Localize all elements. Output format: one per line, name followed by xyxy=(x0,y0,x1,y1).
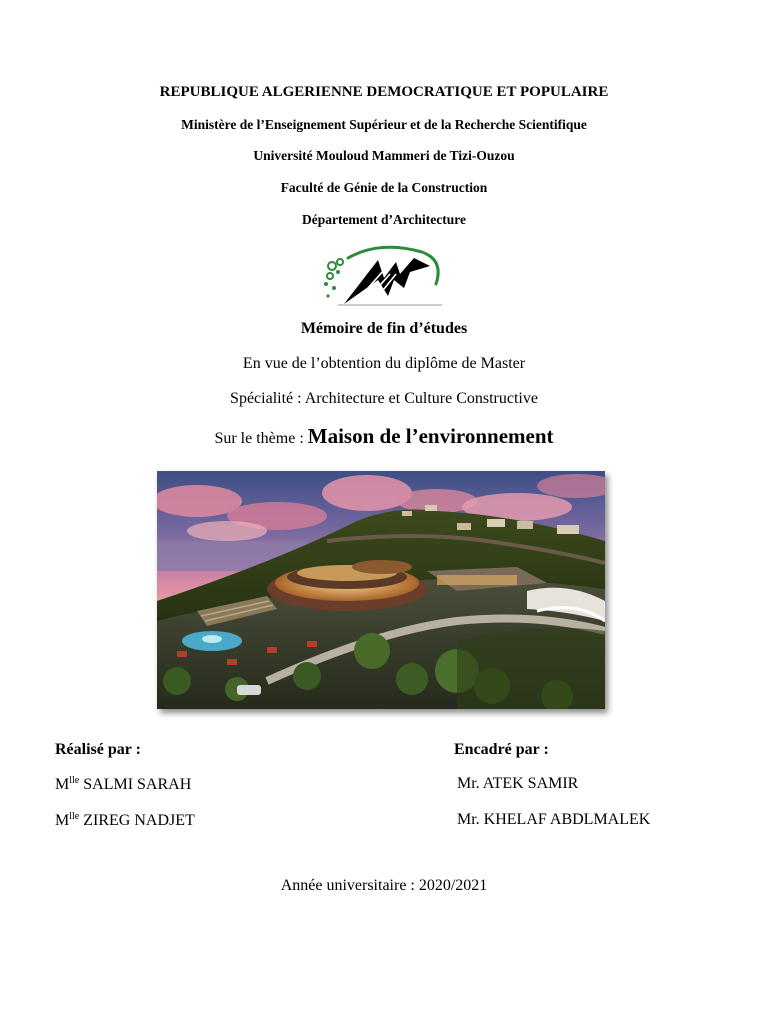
author-name xyxy=(55,775,191,794)
thesis-specialty: Spécialité : Architecture et Culture Constructive xyxy=(230,390,538,407)
mlle-title: M xyxy=(55,812,70,829)
thesis-theme xyxy=(0,424,768,449)
supervisor-name: Mr. KHELAF ABDLMALEK xyxy=(457,811,651,828)
ministry-heading: Ministère de l’Enseignement Supérieur et de la Recherche Scientifique xyxy=(181,117,587,132)
faculty-heading: Faculté de Génie de la Construction xyxy=(280,180,488,195)
author-name-text: ZIREG NADJET xyxy=(83,812,195,829)
supervisor-name: Mr. ATEK SAMIR xyxy=(457,775,579,792)
mlle-title: M xyxy=(55,776,70,793)
mlle-superscript: lle xyxy=(69,811,80,822)
university-logo xyxy=(318,244,446,308)
thesis-purpose: En vue de l’obtention du diplôme de Master xyxy=(242,355,526,372)
theme-title: Maison de l’environnement xyxy=(307,424,554,448)
republic-heading: REPUBLIQUE ALGERIENNE DEMOCRATIQUE ET POPULAIRE xyxy=(159,84,609,100)
thesis-type: Mémoire de fin d’études xyxy=(300,320,468,337)
mlle-superscript: lle xyxy=(69,775,80,786)
theme-prefix: Sur le thème : xyxy=(214,430,304,447)
supervisors-label: Encadré par : xyxy=(454,741,549,758)
author-name xyxy=(55,811,195,830)
author-name-text: SALMI SARAH xyxy=(83,776,192,793)
authors-label: Réalisé par : xyxy=(55,741,141,758)
architectural-rendering-image xyxy=(157,471,605,709)
academic-year: Année universitaire : 2020/2021 xyxy=(280,877,488,894)
department-heading: Département d’Architecture xyxy=(301,212,467,227)
university-heading: Université Mouloud Mammeri de Tizi-Ouzou xyxy=(253,148,515,163)
